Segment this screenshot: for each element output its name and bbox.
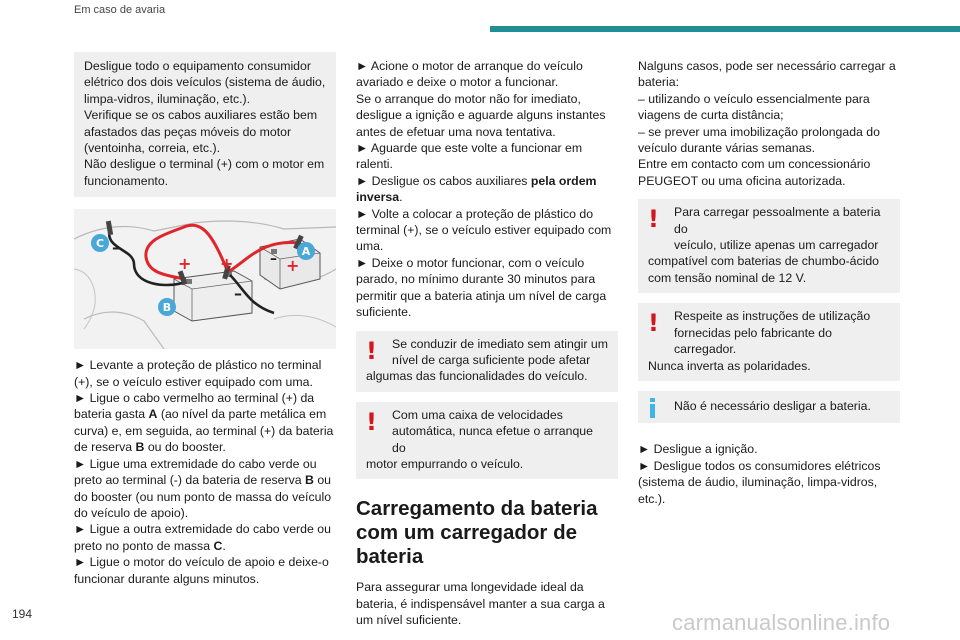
text-line — [74, 406, 336, 422]
jumpstart-steps — [74, 357, 336, 587]
text-line: suficiente. — [356, 305, 412, 320]
warning-line: Para carregar pessoalmente a bateria do — [674, 205, 881, 236]
text-line — [356, 189, 618, 205]
text-span: preto ao terminal (-) da bateria de reserva — [74, 473, 302, 488]
svg-text:–: – — [234, 284, 242, 304]
warning-line: veículo, utilize apenas um carregador — [674, 238, 879, 253]
box-line: limpa-vidros, iluminação, etc.). — [84, 91, 251, 106]
text-line: PEUGEOT ou uma oficina autorizada. — [638, 173, 846, 188]
column-3 — [638, 58, 900, 507]
text-line: um nível suficiente. — [356, 613, 462, 628]
text-span: bateria gasta — [74, 407, 146, 422]
label-b-ref: B — [305, 473, 314, 488]
text-line: do booster (ou num ponto de massa do veículo — [74, 489, 332, 504]
text-line: ► Ligue a outra extremidade do cabo verde ou — [74, 522, 331, 537]
box-line: funcionamento. — [84, 173, 169, 188]
warning-exclamation-icon: ! — [648, 309, 659, 338]
jumpstart-diagram-svg — [74, 209, 336, 349]
info-line: Não é necessário desligar a bateria. — [674, 398, 871, 413]
info-box-no-disconnect — [638, 391, 900, 423]
text-line: ► Ligue o motor do veículo de apoio e deixe-o — [74, 555, 329, 570]
text-line — [74, 439, 336, 455]
text-line: bateria: — [638, 75, 680, 90]
text-line — [74, 472, 336, 488]
text-line — [74, 538, 336, 554]
text-span: preto no ponto de massa — [74, 538, 211, 553]
final-steps — [638, 441, 900, 507]
text-line: Se o arranque do motor não for imediato, — [356, 91, 581, 106]
box-line: (ventoinha, correia, etc.). — [84, 141, 221, 156]
text-line: ► Acione o motor de arranque do veículo — [356, 59, 583, 73]
text-line: bateria, é indispensável manter a sua carga a — [356, 596, 605, 611]
bold-text: inversa — [356, 190, 400, 205]
box-line: Não desligue o terminal (+) com o motor em — [84, 157, 325, 172]
label-b-badge — [158, 298, 176, 316]
warning-line: Respeite as instruções de utilização — [674, 309, 871, 324]
jumpstart-steps-continued — [356, 58, 618, 321]
text-span: ► Desligue os cabos auxiliares — [356, 173, 528, 188]
text-line: Para assegurar uma longevidade ideal da — [356, 580, 584, 595]
box-line: elétrico dos dois veículos (sistema de áudio, — [84, 75, 326, 90]
text-line: curva) e, em seguida, ao terminal (+) da bateria — [74, 423, 334, 438]
text-line: etc.). — [638, 491, 666, 506]
caution-box — [74, 52, 336, 197]
text-line: ► Aguarde que este volte a funcionar em — [356, 141, 583, 156]
box-line: Desligue todo o equipamento consumidor — [84, 59, 311, 73]
text-span: ou — [317, 473, 332, 488]
warning-line: Com uma caixa de velocidades — [392, 407, 563, 422]
text-line: terminal (+), se o veículo estiver equipado com — [356, 223, 612, 238]
title-line: Carregamento da bateria — [356, 497, 598, 521]
running-header: Em caso de avaria — [74, 4, 166, 16]
svg-text:+: + — [286, 256, 300, 276]
warning-line: Nunca inverta as polaridades. — [648, 358, 811, 373]
warning-line: compatível com baterias de chumbo-ácido — [648, 254, 880, 269]
charging-cases — [638, 58, 900, 189]
text-line: funcionar durante alguns minutos. — [74, 571, 260, 586]
text-line: ► Levante a proteção de plástico no terminal — [74, 358, 322, 373]
warning-line: algumas das funcionalidades do veículo. — [366, 369, 588, 384]
box-line: Verifique se os cabos auxiliares estão bem — [84, 108, 318, 123]
text-line — [356, 173, 618, 189]
text-line: ► Desligue a ignição. — [638, 442, 758, 457]
warning-exclamation-icon: ! — [366, 407, 377, 436]
column-2 — [356, 58, 618, 629]
label-a-badge — [297, 242, 315, 260]
text-line: parado, no mínimo durante 30 minutos para — [356, 272, 596, 287]
text-span: ou do booster. — [147, 440, 226, 455]
text-line: ralenti. — [356, 157, 393, 172]
text-line: avariado e deixe o motor a funcionar. — [356, 75, 559, 90]
text-line: ► Ligue o cabo vermelho ao terminal (+) da — [74, 391, 315, 406]
warning-box-charge-level — [356, 331, 618, 392]
text-span: (ao nível da parte metálica em — [160, 407, 327, 422]
text-line: Nalguns casos, pode ser necessário carregar a — [638, 59, 896, 73]
warning-exclamation-icon: ! — [648, 205, 659, 234]
label-a-text: A — [301, 245, 311, 259]
text-line: ► Desligue todos os consumidores elétricos — [638, 458, 881, 473]
label-c-ref: C — [213, 538, 223, 553]
header-accent-bar — [490, 26, 960, 32]
warning-line: nível de carga suficiente pode afetar — [392, 352, 591, 367]
text-line: – utilizando o veículo essencialmente para — [638, 91, 870, 106]
text-line: ► Volte a colocar a proteção de plástico do — [356, 206, 594, 221]
label-b-ref: B — [135, 440, 145, 455]
text-line: – se prever uma imobilização prolongada do — [638, 124, 880, 139]
warning-box-polarity — [638, 303, 900, 381]
text-line: ► Deixe o motor funcionar, com o veículo — [356, 255, 585, 270]
battery-jumpstart-illustration — [74, 209, 336, 349]
title-line: bateria — [356, 545, 424, 569]
text-line: veículo durante várias semanas. — [638, 141, 816, 156]
warning-line: motor empurrando o veículo. — [366, 456, 524, 471]
warning-line: com tensão nominal de 12 V. — [648, 270, 807, 285]
charging-intro — [356, 579, 618, 628]
text-line: permitir que a bateria atinja um nível de carga — [356, 288, 607, 303]
text-line: uma. — [356, 239, 384, 254]
text-line: (+), se o veículo estiver equipado com uma. — [74, 374, 313, 389]
text-span: de reserva — [74, 440, 133, 455]
warning-box-automatic-gearbox — [356, 402, 618, 480]
warning-line: automática, nunca efetue o arranque do — [392, 424, 593, 455]
warning-exclamation-icon: ! — [366, 336, 377, 365]
warning-line: Se conduzir de imediato sem atingir um — [392, 336, 608, 351]
text-line: viagens de curta distância; — [638, 108, 784, 123]
warning-box-charger-compatibility — [638, 199, 900, 293]
text-line: ► Ligue uma extremidade do cabo verde ou — [74, 456, 317, 471]
label-c-text: C — [95, 237, 105, 251]
label-c-badge — [91, 234, 109, 252]
text-line: Entre em contacto com um concessionário — [638, 157, 871, 172]
title-line: com um carregador de — [356, 521, 578, 545]
text-line: desligue a ignição e aguarde alguns instantes — [356, 108, 606, 123]
warning-line: fornecidas pelo fabricante do carregador. — [674, 325, 832, 357]
svg-text:+: + — [220, 254, 234, 274]
column-1 — [74, 52, 336, 587]
info-icon — [650, 398, 655, 418]
svg-text:+: + — [178, 254, 192, 274]
section-title-battery-charging — [356, 497, 618, 569]
label-b-text: B — [162, 301, 172, 315]
label-a-ref: A — [148, 407, 158, 422]
page-number: 194 — [12, 607, 33, 621]
watermark: carmanualsonline.info — [672, 610, 891, 635]
svg-text:–: – — [112, 238, 120, 258]
bold-text: pela ordem — [530, 173, 597, 188]
text-line: (sistema de áudio, iluminação, limpa-vidros, — [638, 475, 878, 490]
box-line: afastados das peças móveis do motor — [84, 124, 292, 139]
text-span: . — [222, 538, 226, 553]
text-line: antes de efetuar uma nova tentativa. — [356, 124, 556, 139]
text-line: do veículo de apoio). — [74, 505, 189, 520]
svg-text:–: – — [270, 251, 277, 268]
text-span: . — [399, 190, 403, 205]
